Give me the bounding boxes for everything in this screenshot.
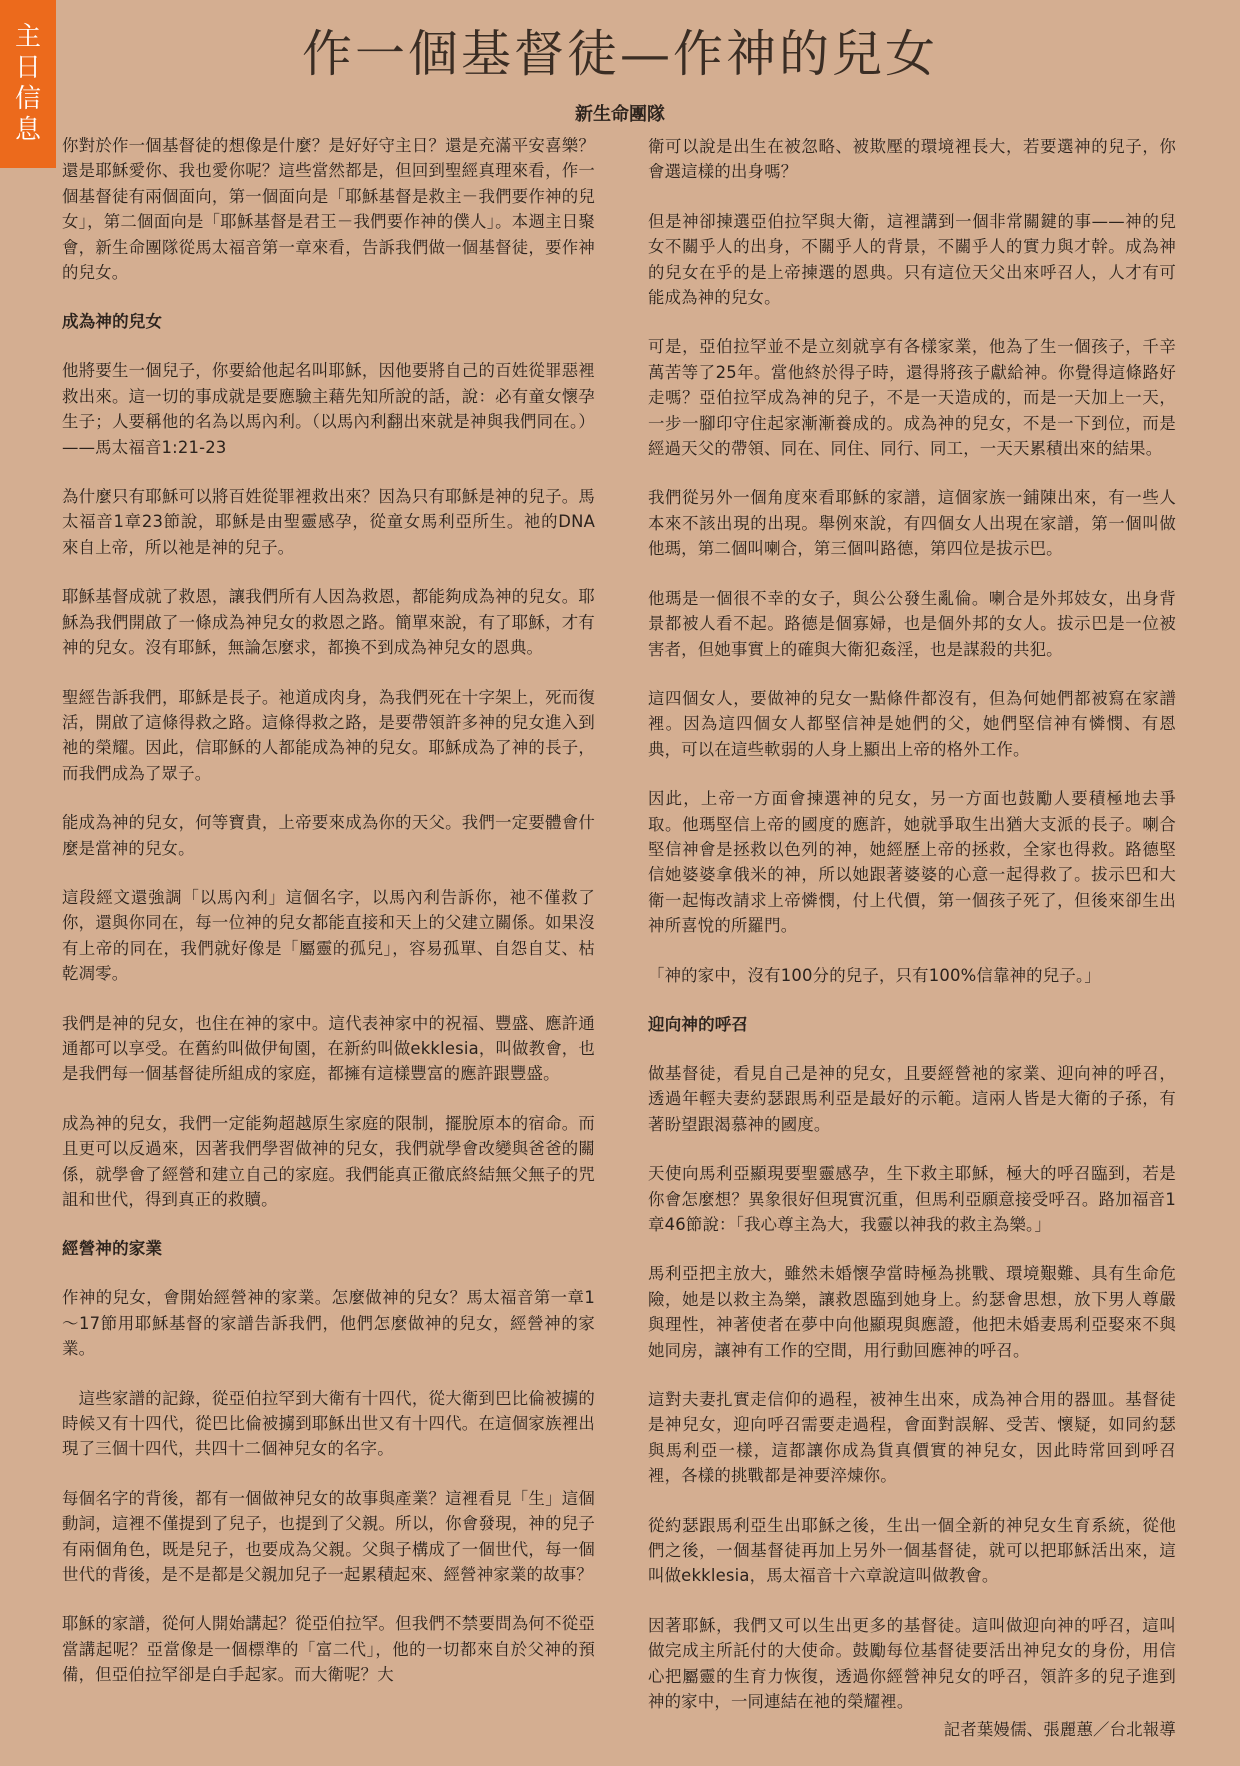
body-paragraph: 能成為神的兒女，何等寶貴，上帝要來成為你的天父。我們一定要體會什麼是當神的兒女。	[62, 813, 595, 858]
body-paragraph: 他將要生一個兒子，你要給他起名叫耶穌，因他要將自己的百姓從罪惡裡救出來。這一切的事成就是要應驗主藉先知所說的話，說：必有童女懷孕生子；人要稱他的名為以馬內利。（以馬內利翻出來就是神與我們同在。）——馬太福音1:21-23	[62, 361, 595, 457]
body-paragraph: 耶穌的家譜，從何人開始講起？從亞伯拉罕。但我們不禁要問為何不從亞當講起呢？亞當像是一個標準的「富二代」，他的一切都來自於父神的預備，但亞伯拉罕卻是白手起家。而大衛呢？大	[62, 1614, 595, 1685]
reporter-credit: 記者葉嫚儒、張麗蕙／台北報導	[943, 1719, 1176, 1739]
section-tab-char: 主	[14, 22, 41, 52]
body-paragraph: 天使向馬利亞顯現要聖靈感孕，生下救主耶穌，極大的呼召臨到，若是你會怎麼想？異象很好但現實沉重，但馬利亞願意接受呼召。路加福音1章46節說：「我心尊主為大，我靈以神我的救主為樂。」	[648, 1164, 1176, 1234]
section-tab-char: 息	[14, 115, 41, 145]
article-title: 作一個基督徒—作神的兒女	[302, 25, 938, 83]
body-paragraph: 衛可以說是出生在被忽略、被欺壓的環境裡長大，若要選神的兒子，你會選這樣的出身嗎？	[648, 137, 1176, 182]
body-paragraph: 從約瑟跟馬利亞生出耶穌之後，生出一個全新的神兒女生育系統，從他們之後，一個基督徒再加上另外一個基督徒，就可以把耶穌活出來，這叫做ekklesia，馬太福音十六章說這叫做教會。	[648, 1515, 1176, 1586]
body-paragraph: 我們從另外一個角度來看耶穌的家譜，這個家族一鋪陳出來，有一些人本來不該出現的出現。舉例來說，有四個女人出現在家譜，第一個叫做他瑪，第二個叫喇合，第三個叫路德，第四位是拔示巴。	[648, 488, 1176, 559]
body-paragraph: 做基督徒，看見自己是神的兒女，且要經營祂的家業、迎向神的呼召，透過年輕夫妻約瑟跟馬利亞是最好的示範。這兩人皆是大衛的子孫，有著盼望跟渴慕神的國度。	[648, 1063, 1176, 1134]
body-paragraph: 因著耶穌，我們又可以生出更多的基督徒。這叫做迎向神的呼召，這叫做完成主所託付的大使命。鼓勵每位基督徒要活出神兒女的身份，用信心把屬靈的生育力恢復，透過你經營神兒女的呼召，領許多的兒子進到神的家中，一同連結在祂的榮耀裡。	[648, 1615, 1176, 1712]
body-paragraph: 因此，上帝一方面會揀選神的兒女，另一方面也鼓勵人要積極地去爭取。他瑪堅信上帝的國度的應許，她就爭取生出猶大支派的長子。喇合堅信神會是拯救以色列的神，她經歷上帝的拯救，全家也得救。路德堅信她婆婆拿俄米的神，所以她跟著婆婆的心意一起得救了。拔示巴和大衛一起悔改請求上帝憐憫，付上代價，第一個孩子死了，但後來卻生出神所喜悅的所羅門。	[648, 789, 1176, 936]
section-heading: 迎向神的呼召	[648, 1014, 749, 1034]
body-paragraph: 為什麼只有耶穌可以將百姓從罪裡救出來？因為只有耶穌是神的兒子。馬太福音1章23節說，耶穌是由聖靈感孕，從童女馬利亞所生。祂的DNA來自上帝，所以祂是神的兒子。	[62, 487, 595, 557]
body-paragraph: 這段經文還強調「以馬內利」這個名字，以馬內利告訴你，祂不僅救了你，還與你同在，每一位神的兒女都能直接和天上的父建立關係。如果沒有上帝的同在，我們就好像是「屬靈的孤兒」，容易孤單、自怨自艾、枯乾凋零。	[62, 887, 595, 984]
right-column	[648, 134, 1176, 1766]
body-paragraph: 你對於作一個基督徒的想像是什麼？是好好守主日？還是充滿平安喜樂？還是耶穌愛你、我也愛你呢？這些當然都是，但回到聖經真理來看，作一個基督徒有兩個面向，第一個面向是「耶穌基督是救主－我們要作神的兒女」，第二個面向是「耶穌基督是君王－我們要作神的僕人」。本週主日聚會，新生命團隊從馬太福音第一章來看，告訴我們做一個基督徒，要作神的兒女。	[62, 136, 595, 283]
pull-quote: 「神的家中，沒有100分的兒子，只有100%信靠神的兒子。」	[648, 965, 1101, 985]
body-paragraph: 可是，亞伯拉罕並不是立刻就享有各樣家業，他為了生一個孩子，千辛萬苦等了25年。當他終於得子時，還得將孩子獻給神。你覺得這條路好走嗎？亞伯拉罕成為神的兒子，不是一天造成的，而是一天加上一天，一步一腳印守住起家漸漸養成的。成為神的兒女，不是一下到位，而是經過天父的帶領、同在、同住、同行、同工，一天天累積出來的結果。	[648, 337, 1176, 459]
article-byline: 新生命團隊	[575, 104, 665, 125]
body-paragraph: 馬利亞把主放大，雖然未婚懷孕當時極為挑戰、環境艱難、具有生命危險，她是以救主為樂，讓救恩臨到她身上。約瑟會思想，放下男人尊嚴與理性，神著使者在夢中向他顯現與應證，他把未婚妻馬利亞娶來不與她同房，讓神有工作的空間，用行動回應神的呼召。	[648, 1264, 1176, 1360]
left-column	[62, 133, 595, 1712]
section-heading: 成為神的兒女	[62, 312, 163, 332]
body-paragraph: 作神的兒女，會開始經營神的家業。怎麼做神的兒女？馬太福音第一章1～17節用耶穌基督的家譜告訴我們，他們怎麼做神的兒女，經營神的家業。	[62, 1288, 595, 1359]
section-tab-char: 信	[14, 84, 41, 114]
body-paragraph: 聖經告訴我們，耶穌是長子。祂道成肉身，為我們死在十字架上，死而復活，開啟了這條得救之路。這條得救之路，是要帶領許多神的兒女進入到祂的榮耀。因此，信耶穌的人都能成為神的兒女。耶穌成為了神的長子，而我們成為了眾子。	[62, 687, 595, 783]
body-paragraph: 每個名字的背後，都有一個做神兒女的故事與產業？這裡看見「生」這個動詞，這裡不僅提到了兒子，也提到了父親。所以，你會發現，神的兒子有兩個角色，既是兒子，也要成為父親。父與子構成了一個世代，每一個世代的背後，是不是都是父親加兒子一起累積起來、經營神家業的故事？	[62, 1488, 595, 1585]
body-paragraph: 我們是神的兒女，也住在神的家中。這代表神家中的祝福、豐盛、應許通通都可以享受。在舊約叫做伊甸園，在新約叫做ekklesia，叫做教會，也是我們每一個基督徒所組成的家庭，都擁有這樣豐富的應許跟豐盛。	[62, 1013, 595, 1084]
body-paragraph: 這些家譜的記錄，從亞伯拉罕到大衛有十四代，從大衛到巴比倫被擄的時候又有十四代，從巴比倫被擄到耶穌出世又有十四代。在這個家族裡出現了三個十四代，共四十二個神兒女的名字。	[62, 1388, 595, 1459]
body-paragraph: 這四個女人，要做神的兒女一點條件都沒有，但為何她們都被寫在家譜裡。因為這四個女人都堅信神是她們的父，她們堅信神有憐憫、有恩典，可以在這些軟弱的人身上顯出上帝的格外工作。	[648, 688, 1176, 759]
body-paragraph: 耶穌基督成就了救恩，讓我們所有人因為救恩，都能夠成為神的兒女。耶穌為我們開啟了一條成為神兒女的救恩之路。簡單來說，有了耶穌，才有神的兒女。沒有耶穌，無論怎麼求，都換不到成為神兒女的恩典。	[62, 587, 595, 658]
section-heading: 經營神的家業	[62, 1239, 163, 1259]
body-paragraph: 他瑪是一個很不幸的女子，與公公發生亂倫。喇合是外邦妓女，出身背景都被人看不起。路德是個寡婦，也是個外邦的女人。拔示巴是一位被害者，但她事實上的確與大衛犯姦淫，也是謀殺的共犯。	[648, 588, 1176, 659]
body-paragraph: 這對夫妻扎實走信仰的過程，被神生出來，成為神合用的器皿。基督徒是神兒女，迎向呼召需要走過程，會面對誤解、受苦、懷疑，如同約瑟與馬利亞一樣，這都讓你成為貨真價實的神兒女，因此時常回到呼召裡，各樣的挑戰都是神要淬煉你。	[648, 1390, 1176, 1486]
section-tab-char: 日	[14, 53, 41, 83]
body-paragraph: 成為神的兒女，我們一定能夠超越原生家庭的限制，擺脫原本的宿命。而且更可以反過來，因著我們學習做神的兒女，我們就學會改變與爸爸的關係，就學會了經營和建立自己的家庭。我們能真正徹底終結無父無子的咒詛和世代，得到真正的救贖。	[62, 1113, 595, 1209]
body-paragraph: 但是神卻揀選亞伯拉罕與大衛，這裡講到一個非常關鍵的事——神的兒女不關乎人的出身，不關乎人的背景，不關乎人的實力與才幹。成為神的兒女在乎的是上帝揀選的恩典。只有這位天父出來呼召人，人才有可能成為神的兒女。	[648, 211, 1176, 308]
